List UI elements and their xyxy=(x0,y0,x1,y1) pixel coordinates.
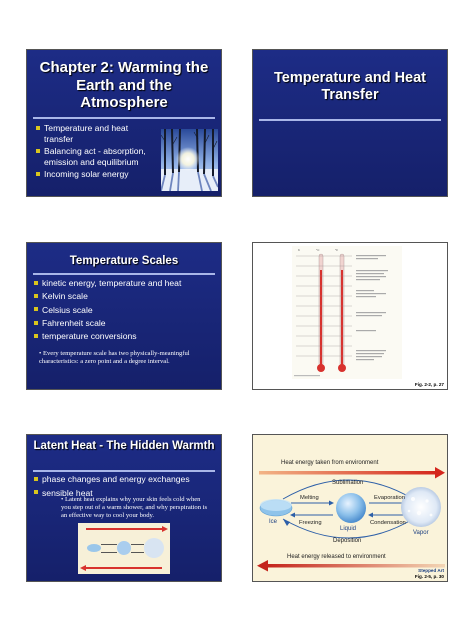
svg-text:°F: °F xyxy=(335,248,339,252)
bullet-item: Kelvin scale xyxy=(34,291,219,302)
slide-title: Chapter 2: Warming the Earth and the Atmosphere xyxy=(39,59,209,112)
figure-number: Fig. 2-5, p. 30 xyxy=(414,573,444,579)
slide-thermometer-figure xyxy=(252,242,448,390)
latent-heat-thumbnail xyxy=(78,523,170,574)
title-underline xyxy=(33,117,215,119)
sublimation-label: Sublimation xyxy=(332,480,364,486)
bullet-list xyxy=(34,278,219,345)
freezing-label: Freezing xyxy=(299,520,322,526)
title-underline xyxy=(33,470,215,472)
bullet-item: Celsius scale xyxy=(34,305,219,316)
title-underline xyxy=(33,273,215,275)
slide-temperature-scales xyxy=(26,242,222,390)
liquid-label: Liquid xyxy=(340,526,357,532)
bullet-item: kinetic energy, temperature and heat xyxy=(34,278,219,289)
ice-label: Ice xyxy=(269,519,278,525)
title-underline xyxy=(259,119,441,121)
bullet-item: temperature conversions xyxy=(34,331,219,342)
bullet-item: sensible heat xyxy=(34,488,219,499)
slide-chapter-intro xyxy=(26,49,222,197)
thermometer-scales-figure xyxy=(292,246,402,379)
bullet-item: Fahrenheit scale xyxy=(34,318,219,329)
bullet-item: phase changes and energy exchanges xyxy=(34,474,219,485)
deposition-label: Deposition xyxy=(333,538,362,544)
slide-temperature-heat-transfer xyxy=(252,49,448,197)
heat-released-label: Heat energy released to environment xyxy=(287,554,386,560)
slide-phase-change-diagram xyxy=(252,434,448,582)
vapor-label: Vapor xyxy=(413,530,429,536)
sub-note: • Every temperature scale has two physically-meaningful characteristics: a zero point and a degree interval. xyxy=(39,350,190,366)
svg-text:°C: °C xyxy=(316,248,320,252)
melting-label: Melting xyxy=(300,495,319,501)
bullet-item: Temperature and heat transfer xyxy=(36,123,156,145)
slide-title: Temperature and Heat Transfer xyxy=(273,70,427,104)
bullet-list xyxy=(36,123,156,182)
evaporation-label: Evaporation xyxy=(374,495,405,501)
sub-note-text: Latent heat explains why your skin feels cold when you step out of a warm shower, and why perspiration is an effective way to cool your body. xyxy=(61,496,208,520)
snowy-forest-photo xyxy=(161,129,218,191)
slide-title: Latent Heat - The Hidden Warmth xyxy=(33,440,215,452)
slide-title: Temperature Scales xyxy=(69,255,179,267)
stepped-art-label: Stepped Art xyxy=(418,568,444,573)
figure-reference xyxy=(415,568,444,579)
bullet-item: Incoming solar energy xyxy=(36,169,156,180)
bullet-item: Balancing act - absorption, emission and equilibrium xyxy=(36,146,156,168)
slide-latent-heat xyxy=(26,434,222,582)
condensation-label: Condensation xyxy=(370,520,406,526)
sub-note: • Latent heat explains why your skin feels cold when you step out of a warm shower, and why perspiration is an effective way to cool your body. xyxy=(61,496,208,520)
figure-reference: Fig. 2-2, p. 27 xyxy=(414,381,444,387)
heat-taken-label: Heat energy taken from environment xyxy=(281,460,379,466)
svg-text:K: K xyxy=(298,248,301,252)
sub-note-text: Every temperature scale has two physically-meaningful characteristics: a zero point and a degree interval. xyxy=(39,350,190,366)
